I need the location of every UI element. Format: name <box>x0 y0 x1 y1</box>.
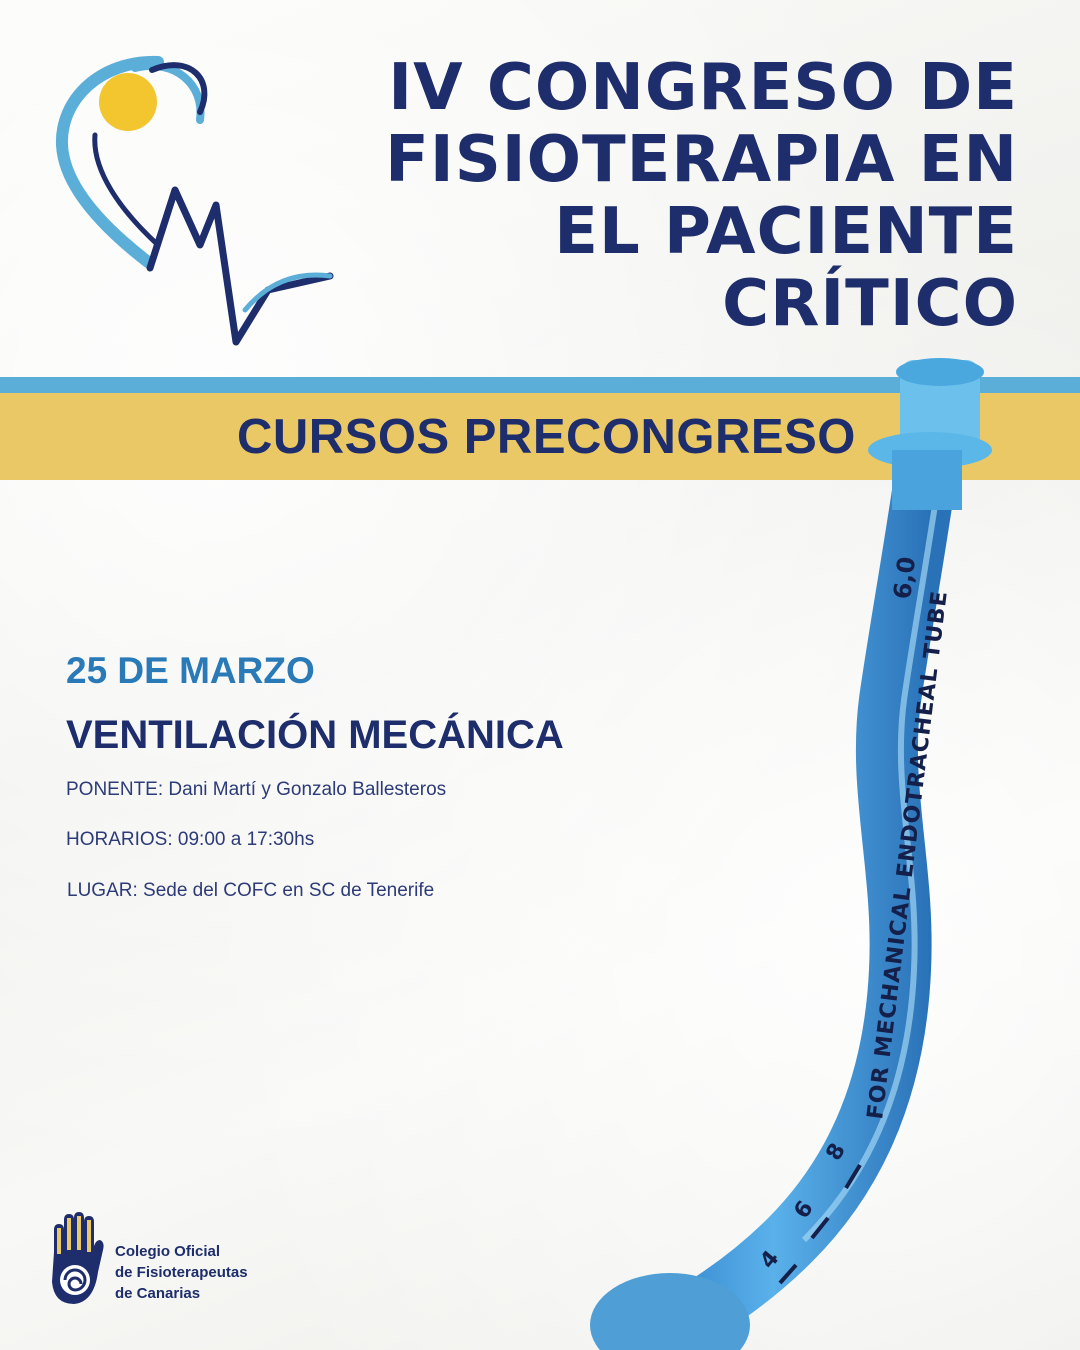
tube-mark-6: 6 <box>789 1196 819 1224</box>
endotracheal-tube-image <box>560 350 1080 1350</box>
course-place: LUGAR: Sede del COFC en SC de Tenerife <box>67 880 435 901</box>
title-line-3: EL PACIENTE <box>554 195 1018 269</box>
title-line-2: FISIOTERAPIA EN <box>385 123 1018 197</box>
congress-title <box>258 52 1018 340</box>
course-name: VENTILACIÓN MECÁNICA <box>66 713 564 757</box>
course-schedule: HORARIOS: 09:00 a 17:30hs <box>66 829 315 850</box>
course-speaker: PONENTE: Dani Martí y Gonzalo Ballesteros <box>66 779 447 800</box>
org-line-3: de Canarias <box>115 1285 201 1302</box>
tube-label: FOR MECHANICAL ENDOTRACHEAL TUBE <box>863 589 953 1121</box>
sun-icon <box>99 73 157 131</box>
title-line-1: IV CONGRESO DE <box>388 51 1018 125</box>
title-line-4: CRÍTICO <box>722 267 1018 341</box>
tube-mark-8: 8 <box>821 1139 851 1165</box>
tube-size: 6,0 <box>888 555 922 601</box>
organization-name <box>115 1241 248 1304</box>
tube-mark-4: 4 <box>755 1246 785 1274</box>
hand-icon <box>48 1212 106 1308</box>
org-line-1: Colegio Oficial <box>115 1243 221 1260</box>
course-date: 25 DE MARZO <box>66 650 315 691</box>
band-label: CURSOS PRECONGRESO <box>237 410 856 464</box>
org-line-2: de Fisioterapeutas <box>115 1264 248 1281</box>
